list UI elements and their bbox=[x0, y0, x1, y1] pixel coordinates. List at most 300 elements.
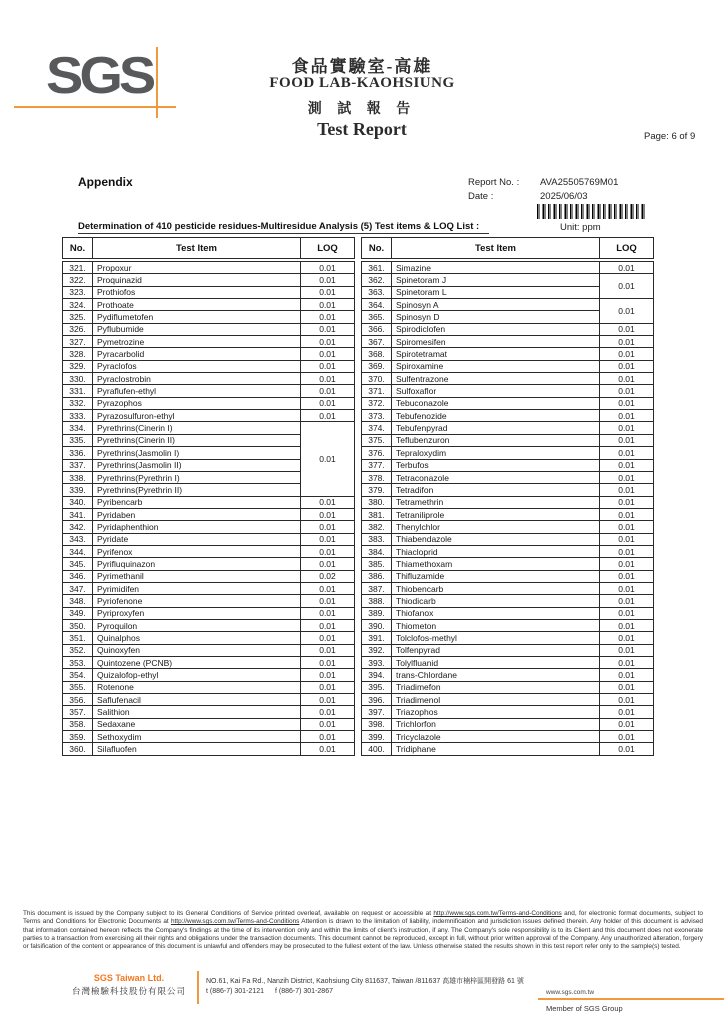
test-item-cell: Thiacloprid bbox=[392, 545, 600, 557]
row-number-cell: 381. bbox=[362, 508, 392, 520]
row-number-cell: 331. bbox=[63, 385, 93, 397]
row-number-cell: 354. bbox=[63, 669, 93, 681]
row-number-cell: 382. bbox=[362, 521, 392, 533]
test-item-cell: Proquinazid bbox=[93, 274, 301, 286]
loq-value-cell: 0.01 bbox=[301, 336, 355, 348]
table-row bbox=[362, 743, 654, 755]
table-row bbox=[362, 731, 654, 743]
test-item-cell: Spinetoram L bbox=[392, 286, 600, 298]
table-row bbox=[362, 508, 654, 520]
row-number-cell: 335. bbox=[63, 434, 93, 446]
row-number-cell: 368. bbox=[362, 348, 392, 360]
test-item-cell: Pyridaphenthion bbox=[93, 521, 301, 533]
loq-value-cell: 0.01 bbox=[301, 669, 355, 681]
test-item-cell: Pyrethrins(Jasmolin I) bbox=[93, 447, 301, 459]
test-item-cell: Pyrifluquinazon bbox=[93, 558, 301, 570]
loq-value-cell: 0.01 bbox=[301, 410, 355, 422]
table-row bbox=[63, 397, 355, 409]
test-item-cell: Tolclofos-methyl bbox=[392, 632, 600, 644]
row-number-cell: 386. bbox=[362, 570, 392, 582]
loq-value-cell: 0.01 bbox=[600, 731, 654, 743]
loq-value-cell: 0.01 bbox=[301, 657, 355, 669]
loq-value-cell: 0.01 bbox=[301, 632, 355, 644]
loq-value-cell: 0.01 bbox=[600, 545, 654, 557]
footer-orange-rule bbox=[538, 998, 724, 1000]
lab-title-chinese: 食品實驗室-高雄 bbox=[291, 57, 433, 76]
row-number-cell: 388. bbox=[362, 595, 392, 607]
row-number-cell: 339. bbox=[63, 484, 93, 496]
test-item-cell: Pyrazophos bbox=[93, 397, 301, 409]
test-item-cell: Pyraclostrobin bbox=[93, 373, 301, 385]
row-number-cell: 353. bbox=[63, 657, 93, 669]
report-no-label: Report No. : bbox=[468, 177, 520, 188]
table-row bbox=[63, 681, 355, 693]
test-item-cell: Thiobencarb bbox=[392, 582, 600, 594]
footer-divider-line bbox=[197, 971, 199, 1004]
test-item-cell: Pyracarbolid bbox=[93, 348, 301, 360]
table-row bbox=[362, 434, 654, 446]
loq-value-cell: 0.01 bbox=[600, 533, 654, 545]
col-header-no: No. bbox=[362, 238, 392, 259]
col-header-test-item: Test Item bbox=[392, 238, 600, 259]
row-number-cell: 391. bbox=[362, 632, 392, 644]
test-item-cell: Pyridaben bbox=[93, 508, 301, 520]
row-number-cell: 361. bbox=[362, 262, 392, 274]
loq-value-cell: 0.01 bbox=[600, 570, 654, 582]
test-item-cell: Pyrimethanil bbox=[93, 570, 301, 582]
loq-value-cell: 0.01 bbox=[301, 373, 355, 385]
test-item-cell: Salithion bbox=[93, 706, 301, 718]
loq-value-cell: 0.01 bbox=[600, 274, 654, 299]
test-item-cell: Triadimefon bbox=[392, 681, 600, 693]
table-row bbox=[63, 632, 355, 644]
row-number-cell: 395. bbox=[362, 681, 392, 693]
row-number-cell: 322. bbox=[63, 274, 93, 286]
row-number-cell: 360. bbox=[63, 743, 93, 755]
test-item-cell: Spiroxamine bbox=[392, 360, 600, 372]
row-number-cell: 385. bbox=[362, 558, 392, 570]
table-row bbox=[63, 286, 355, 298]
row-number-cell: 365. bbox=[362, 311, 392, 323]
lab-title-english: FOOD LAB-KAOHSIUNG bbox=[269, 75, 455, 91]
date-value: 2025/06/03 bbox=[540, 191, 588, 202]
test-item-cell: Thiometon bbox=[392, 619, 600, 631]
loq-value-cell: 0.01 bbox=[600, 718, 654, 730]
row-number-cell: 341. bbox=[63, 508, 93, 520]
row-number-cell: 347. bbox=[63, 582, 93, 594]
table-row bbox=[362, 706, 654, 718]
table-row bbox=[362, 644, 654, 656]
test-item-cell: Tetraconazole bbox=[392, 471, 600, 483]
table-row bbox=[362, 348, 654, 360]
loq-value-cell: 0.01 bbox=[600, 582, 654, 594]
loq-value-cell: 0.01 bbox=[301, 681, 355, 693]
loq-value-cell: 0.01 bbox=[600, 336, 654, 348]
company-address: NO.61, Kai Fa Rd., Nanzih District, Kaohsiung City 811637, Taiwan /811637 高雄市楠梓區開發路 61 號 bbox=[206, 978, 524, 985]
test-item-cell: Thifluzamide bbox=[392, 570, 600, 582]
table-row bbox=[362, 447, 654, 459]
test-item-cell: Tebuconazole bbox=[392, 397, 600, 409]
row-number-cell: 366. bbox=[362, 323, 392, 335]
test-item-cell: Pyrethrins(Pyrethrin I) bbox=[93, 471, 301, 483]
test-item-cell: Spinetoram J bbox=[392, 274, 600, 286]
test-item-cell: Tolfenpyrad bbox=[392, 644, 600, 656]
row-number-cell: 396. bbox=[362, 694, 392, 706]
loq-value-cell: 0.01 bbox=[600, 397, 654, 409]
table-row bbox=[63, 373, 355, 385]
loq-list-title: Determination of 410 pesticide residues-Multiresidue Analysis (5) Test items & LOQ List : bbox=[78, 221, 489, 234]
table-row bbox=[63, 619, 355, 631]
row-number-cell: 357. bbox=[63, 706, 93, 718]
test-item-cell: Simazine bbox=[392, 262, 600, 274]
company-fax: f (886-7) 301-2867 bbox=[275, 988, 333, 995]
table-row bbox=[362, 373, 654, 385]
legal-text-1: This document is issued by the Company subject to its General Conditions of Service printed overleaf, available on request or accessible at bbox=[23, 910, 434, 917]
row-number-cell: 377. bbox=[362, 459, 392, 471]
table-row bbox=[362, 422, 654, 434]
table-row bbox=[63, 545, 355, 557]
row-number-cell: 321. bbox=[63, 262, 93, 274]
terms-link-2[interactable]: http://www.sgs.com.tw/Terms-and-Conditions bbox=[170, 918, 300, 926]
report-no-value: AVA25505769M01 bbox=[540, 177, 619, 188]
row-number-cell: 346. bbox=[63, 570, 93, 582]
table-row bbox=[63, 706, 355, 718]
loq-value-cell: 0.01 bbox=[600, 299, 654, 324]
loq-value-cell: 0.01 bbox=[301, 385, 355, 397]
loq-value-cell: 0.01 bbox=[301, 743, 355, 755]
row-number-cell: 390. bbox=[362, 619, 392, 631]
table-row bbox=[362, 299, 654, 311]
loq-value-cell: 0.01 bbox=[600, 644, 654, 656]
test-item-cell: Quinoxyfen bbox=[93, 644, 301, 656]
table-row bbox=[362, 558, 654, 570]
loq-value-cell: 0.02 bbox=[301, 570, 355, 582]
sgs-website-link[interactable]: www.sgs.com.tw bbox=[546, 989, 595, 996]
table-row bbox=[362, 496, 654, 508]
loq-value-cell: 0.01 bbox=[301, 422, 355, 496]
test-item-cell: Pyribencarb bbox=[93, 496, 301, 508]
row-number-cell: 352. bbox=[63, 644, 93, 656]
table-row bbox=[63, 262, 355, 274]
loq-value-cell: 0.01 bbox=[600, 447, 654, 459]
row-number-cell: 387. bbox=[362, 582, 392, 594]
loq-value-cell: 0.01 bbox=[301, 607, 355, 619]
test-item-cell: Pymetrozine bbox=[93, 336, 301, 348]
table-row bbox=[362, 397, 654, 409]
loq-value-cell: 0.01 bbox=[600, 262, 654, 274]
test-item-cell: Tetramethrin bbox=[392, 496, 600, 508]
test-item-cell: Saflufenacil bbox=[93, 694, 301, 706]
loq-value-cell: 0.01 bbox=[301, 360, 355, 372]
row-number-cell: 359. bbox=[63, 731, 93, 743]
table-row bbox=[63, 607, 355, 619]
test-item-cell: Tepraloxydim bbox=[392, 447, 600, 459]
test-item-cell: Triadimenol bbox=[392, 694, 600, 706]
row-number-cell: 350. bbox=[63, 619, 93, 631]
test-item-cell: Pyrazosulfuron-ethyl bbox=[93, 410, 301, 422]
table-row bbox=[362, 262, 654, 274]
table-row bbox=[362, 274, 654, 286]
table-row bbox=[63, 533, 355, 545]
row-number-cell: 383. bbox=[362, 533, 392, 545]
row-number-cell: 369. bbox=[362, 360, 392, 372]
table-row bbox=[362, 410, 654, 422]
row-number-cell: 336. bbox=[63, 447, 93, 459]
loq-value-cell: 0.01 bbox=[301, 706, 355, 718]
loq-value-cell: 0.01 bbox=[301, 311, 355, 323]
loq-value-cell: 0.01 bbox=[301, 533, 355, 545]
table-row bbox=[362, 595, 654, 607]
table-row bbox=[63, 731, 355, 743]
table-row bbox=[63, 521, 355, 533]
table-header-row bbox=[63, 238, 355, 259]
loq-value-cell: 0.01 bbox=[600, 459, 654, 471]
test-item-cell: trans-Chlordane bbox=[392, 669, 600, 681]
table-row bbox=[362, 385, 654, 397]
test-item-cell: Triazophos bbox=[392, 706, 600, 718]
test-item-cell: Sulfoxaflor bbox=[392, 385, 600, 397]
loq-value-cell: 0.01 bbox=[600, 743, 654, 755]
loq-value-cell: 0.01 bbox=[600, 694, 654, 706]
row-number-cell: 324. bbox=[63, 299, 93, 311]
test-item-cell: Tridiphane bbox=[392, 743, 600, 755]
test-item-cell: Pyridate bbox=[93, 533, 301, 545]
row-number-cell: 351. bbox=[63, 632, 93, 644]
row-number-cell: 356. bbox=[63, 694, 93, 706]
row-number-cell: 399. bbox=[362, 731, 392, 743]
test-item-cell: Tolylfluanid bbox=[392, 657, 600, 669]
loq-value-cell: 0.01 bbox=[301, 508, 355, 520]
table-row bbox=[63, 385, 355, 397]
table-row bbox=[63, 336, 355, 348]
test-item-cell: Trichlorfon bbox=[392, 718, 600, 730]
row-number-cell: 393. bbox=[362, 657, 392, 669]
test-item-cell: Spiromesifen bbox=[392, 336, 600, 348]
test-item-cell: Pyrethrins(Cinerin I) bbox=[93, 422, 301, 434]
table-row bbox=[63, 582, 355, 594]
loq-value-cell: 0.01 bbox=[600, 471, 654, 483]
legal-disclaimer bbox=[23, 910, 703, 951]
test-item-cell: Tetradifon bbox=[392, 484, 600, 496]
table-row bbox=[362, 669, 654, 681]
test-item-cell: Sulfentrazone bbox=[392, 373, 600, 385]
row-number-cell: 349. bbox=[63, 607, 93, 619]
test-item-cell: Pyriproxyfen bbox=[93, 607, 301, 619]
row-number-cell: 394. bbox=[362, 669, 392, 681]
row-number-cell: 379. bbox=[362, 484, 392, 496]
table-row bbox=[362, 360, 654, 372]
loq-value-cell: 0.01 bbox=[600, 385, 654, 397]
table-row bbox=[63, 718, 355, 730]
company-name-english: SGS Taiwan Ltd. bbox=[93, 973, 165, 983]
row-number-cell: 343. bbox=[63, 533, 93, 545]
table-row bbox=[63, 360, 355, 372]
loq-value-cell: 0.01 bbox=[600, 410, 654, 422]
loq-value-cell: 0.01 bbox=[600, 323, 654, 335]
table-row bbox=[362, 521, 654, 533]
loq-value-cell: 0.01 bbox=[600, 706, 654, 718]
test-item-cell: Silafluofen bbox=[93, 743, 301, 755]
test-item-cell: Teflubenzuron bbox=[392, 434, 600, 446]
report-barcode bbox=[537, 204, 647, 219]
test-item-cell: Thiodicarb bbox=[392, 595, 600, 607]
row-number-cell: 329. bbox=[63, 360, 93, 372]
table-row bbox=[362, 694, 654, 706]
table-row bbox=[63, 657, 355, 669]
table-row bbox=[63, 743, 355, 755]
table-row bbox=[63, 508, 355, 520]
test-item-cell: Sethoxydim bbox=[93, 731, 301, 743]
test-item-cell: Pyraclofos bbox=[93, 360, 301, 372]
page-number: Page: 6 of 9 bbox=[644, 131, 696, 142]
test-item-cell: Quinalphos bbox=[93, 632, 301, 644]
legal-text-2: and, for electronic format documents, subject to Terms and Conditions for Electronic Documents at bbox=[23, 910, 704, 926]
test-item-cell: Tebufenpyrad bbox=[392, 422, 600, 434]
col-header-loq: LOQ bbox=[301, 238, 355, 259]
loq-value-cell: 0.01 bbox=[301, 521, 355, 533]
loq-value-cell: 0.01 bbox=[600, 681, 654, 693]
loq-value-cell: 0.01 bbox=[600, 434, 654, 446]
member-of-sgs-group: Member of SGS Group bbox=[546, 1004, 623, 1013]
table-row bbox=[63, 496, 355, 508]
row-number-cell: 334. bbox=[63, 422, 93, 434]
row-number-cell: 400. bbox=[362, 743, 392, 755]
table-row bbox=[63, 422, 355, 434]
loq-value-cell: 0.01 bbox=[301, 619, 355, 631]
table-row bbox=[362, 582, 654, 594]
loq-value-cell: 0.01 bbox=[301, 496, 355, 508]
loq-value-cell: 0.01 bbox=[600, 360, 654, 372]
report-title-english: Test Report bbox=[317, 119, 407, 139]
table-row bbox=[362, 459, 654, 471]
col-header-loq: LOQ bbox=[600, 238, 654, 259]
test-item-cell: Pyroquilon bbox=[93, 619, 301, 631]
test-item-cell: Tricyclazole bbox=[392, 731, 600, 743]
test-item-cell: Pyriofenone bbox=[93, 595, 301, 607]
row-number-cell: 338. bbox=[63, 471, 93, 483]
row-number-cell: 326. bbox=[63, 323, 93, 335]
loq-value-cell: 0.01 bbox=[600, 373, 654, 385]
row-number-cell: 371. bbox=[362, 385, 392, 397]
sgs-logo: SGS bbox=[46, 46, 153, 105]
row-number-cell: 374. bbox=[362, 422, 392, 434]
row-number-cell: 367. bbox=[362, 336, 392, 348]
row-number-cell: 327. bbox=[63, 336, 93, 348]
loq-value-cell: 0.01 bbox=[600, 669, 654, 681]
row-number-cell: 376. bbox=[362, 447, 392, 459]
table-row bbox=[63, 311, 355, 323]
report-title-chinese: 測 試 報 告 bbox=[307, 102, 417, 117]
row-number-cell: 378. bbox=[362, 471, 392, 483]
loq-table-left bbox=[62, 237, 354, 756]
loq-value-cell: 0.01 bbox=[301, 694, 355, 706]
table-row bbox=[362, 570, 654, 582]
terms-link-1[interactable]: http://www.sgs.com.tw/Terms-and-Conditions bbox=[433, 910, 562, 917]
test-item-cell: Pyrethrins(Jasmolin II) bbox=[93, 459, 301, 471]
row-number-cell: 342. bbox=[63, 521, 93, 533]
test-item-cell: Pydiflumetofen bbox=[93, 311, 301, 323]
test-item-cell: Pyrifenox bbox=[93, 545, 301, 557]
row-number-cell: 325. bbox=[63, 311, 93, 323]
test-item-cell: Pyraflufen-ethyl bbox=[93, 385, 301, 397]
loq-value-cell: 0.01 bbox=[301, 595, 355, 607]
row-number-cell: 392. bbox=[362, 644, 392, 656]
col-header-test-item: Test Item bbox=[93, 238, 301, 259]
loq-value-cell: 0.01 bbox=[301, 286, 355, 298]
table-row bbox=[63, 570, 355, 582]
test-item-cell: Tebufenozide bbox=[392, 410, 600, 422]
test-item-cell: Rotenone bbox=[93, 681, 301, 693]
table-row bbox=[362, 681, 654, 693]
test-item-cell: Pyflubumide bbox=[93, 323, 301, 335]
test-item-cell: Pyrethrins(Pyrethrin II) bbox=[93, 484, 301, 496]
table-row bbox=[362, 484, 654, 496]
row-number-cell: 340. bbox=[63, 496, 93, 508]
table-row bbox=[362, 607, 654, 619]
test-item-cell: Thenylchlor bbox=[392, 521, 600, 533]
table-row bbox=[63, 595, 355, 607]
table-row bbox=[362, 718, 654, 730]
row-number-cell: 330. bbox=[63, 373, 93, 385]
loq-value-cell: 0.01 bbox=[600, 558, 654, 570]
date-label: Date : bbox=[468, 191, 494, 202]
test-item-cell: Pyrethrins(Cinerin II) bbox=[93, 434, 301, 446]
row-number-cell: 364. bbox=[362, 299, 392, 311]
test-item-cell: Prothoate bbox=[93, 299, 301, 311]
table-header-row bbox=[362, 238, 654, 259]
row-number-cell: 337. bbox=[63, 459, 93, 471]
table-row bbox=[63, 694, 355, 706]
row-number-cell: 375. bbox=[362, 434, 392, 446]
col-header-no: No. bbox=[63, 238, 93, 259]
table-row bbox=[362, 323, 654, 335]
loq-value-cell: 0.01 bbox=[301, 274, 355, 286]
unit-label: Unit: ppm bbox=[560, 222, 601, 233]
row-number-cell: 389. bbox=[362, 607, 392, 619]
loq-value-cell: 0.01 bbox=[600, 521, 654, 533]
loq-value-cell: 0.01 bbox=[301, 731, 355, 743]
table-row bbox=[63, 348, 355, 360]
table-row bbox=[63, 274, 355, 286]
test-item-cell: Thiamethoxam bbox=[392, 558, 600, 570]
test-item-cell: Spinosyn D bbox=[392, 311, 600, 323]
test-item-cell: Spirodiclofen bbox=[392, 323, 600, 335]
row-number-cell: 380. bbox=[362, 496, 392, 508]
company-name-chinese: 台灣檢驗科技股份有限公司 bbox=[71, 986, 186, 996]
loq-value-cell: 0.01 bbox=[301, 545, 355, 557]
loq-value-cell: 0.01 bbox=[600, 632, 654, 644]
row-number-cell: 333. bbox=[63, 410, 93, 422]
row-number-cell: 332. bbox=[63, 397, 93, 409]
test-item-cell: Tetraniliprole bbox=[392, 508, 600, 520]
row-number-cell: 348. bbox=[63, 595, 93, 607]
row-number-cell: 384. bbox=[362, 545, 392, 557]
row-number-cell: 397. bbox=[362, 706, 392, 718]
table-row bbox=[63, 558, 355, 570]
row-number-cell: 370. bbox=[362, 373, 392, 385]
table-row bbox=[63, 644, 355, 656]
test-item-cell: Quizalofop-ethyl bbox=[93, 669, 301, 681]
loq-value-cell: 0.01 bbox=[600, 422, 654, 434]
loq-table-right bbox=[361, 237, 653, 756]
row-number-cell: 363. bbox=[362, 286, 392, 298]
row-number-cell: 362. bbox=[362, 274, 392, 286]
table-row bbox=[362, 336, 654, 348]
row-number-cell: 328. bbox=[63, 348, 93, 360]
table-row bbox=[362, 471, 654, 483]
test-item-cell: Spinosyn A bbox=[392, 299, 600, 311]
appendix-heading: Appendix bbox=[78, 175, 133, 189]
